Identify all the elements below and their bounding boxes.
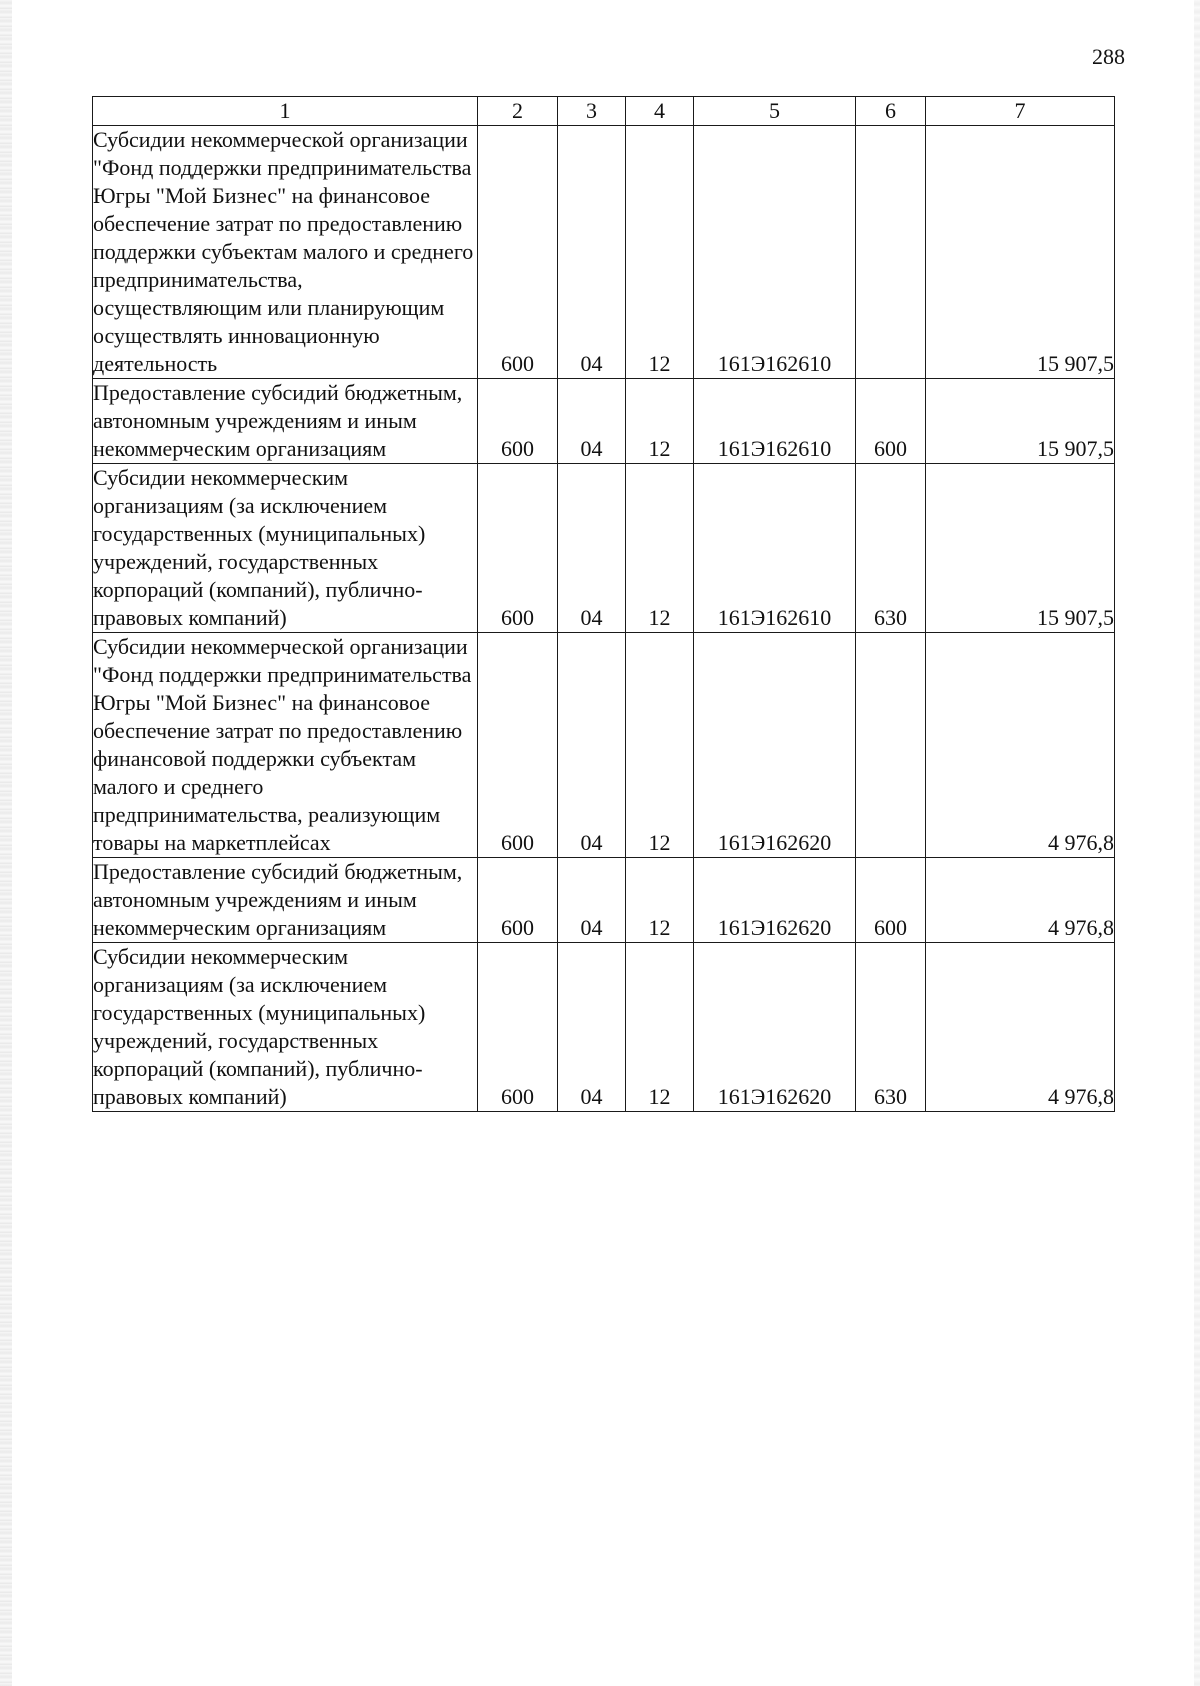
row-col-4: 12 [626, 943, 694, 1112]
row-col-4: 12 [626, 858, 694, 943]
budget-table [92, 96, 1115, 1112]
row-col-2: 600 [478, 464, 558, 633]
table-row [93, 633, 1115, 858]
row-amount: 15 907,5 [926, 126, 1115, 379]
table-row [93, 379, 1115, 464]
row-col-5: 161Э162610 [694, 464, 856, 633]
row-col-6: 630 [856, 943, 926, 1112]
row-name: Субсидии некоммерческой организации "Фонд поддержки предпринимательства Югры "Мой Бизнес" на финансовое обеспечение затрат по предоставлению поддержки субъектам малого и среднего предпринимательства, осуществляющим или планирующим осуществлять инновационную деятельность [93, 126, 478, 379]
table-row [93, 126, 1115, 379]
row-amount: 4 976,8 [926, 858, 1115, 943]
scan-edge-left [0, 0, 12, 1686]
row-col-6: 600 [856, 858, 926, 943]
row-col-3: 04 [558, 858, 626, 943]
row-col-3: 04 [558, 633, 626, 858]
row-col-5: 161Э162620 [694, 633, 856, 858]
header-row [93, 97, 1115, 126]
row-col-3: 04 [558, 943, 626, 1112]
header-col-4: 4 [626, 97, 694, 126]
row-col-6: 630 [856, 464, 926, 633]
row-name: Субсидии некоммерческим организациям (за исключением государственных (муниципальных) учреждений, государственных корпораций (компаний), публично-правовых компаний) [93, 943, 478, 1112]
header-col-3: 3 [558, 97, 626, 126]
row-amount: 4 976,8 [926, 633, 1115, 858]
table-row [93, 464, 1115, 633]
row-col-6 [856, 126, 926, 379]
header-col-5: 5 [694, 97, 856, 126]
row-col-5: 161Э162620 [694, 858, 856, 943]
row-name: Предоставление субсидий бюджетным, автономным учреждениям и иным некоммерческим организациям [93, 858, 478, 943]
row-col-4: 12 [626, 464, 694, 633]
row-col-6: 600 [856, 379, 926, 464]
row-col-2: 600 [478, 379, 558, 464]
row-col-4: 12 [626, 633, 694, 858]
row-col-5: 161Э162620 [694, 943, 856, 1112]
row-col-3: 04 [558, 379, 626, 464]
table-body [93, 126, 1115, 1112]
row-amount: 15 907,5 [926, 379, 1115, 464]
header-col-2: 2 [478, 97, 558, 126]
row-amount: 15 907,5 [926, 464, 1115, 633]
page-number: 288 [1092, 44, 1125, 69]
row-col-2: 600 [478, 943, 558, 1112]
scan-edge-right [1194, 0, 1200, 1686]
row-col-3: 04 [558, 126, 626, 379]
header-col-7: 7 [926, 97, 1115, 126]
header-col-6: 6 [856, 97, 926, 126]
row-amount: 4 976,8 [926, 943, 1115, 1112]
row-col-2: 600 [478, 126, 558, 379]
row-col-3: 04 [558, 464, 626, 633]
row-col-6 [856, 633, 926, 858]
row-name: Субсидии некоммерческой организации "Фонд поддержки предпринимательства Югры "Мой Бизнес" на финансовое обеспечение затрат по предоставлению финансовой поддержки субъектам малого и среднего предпринимательства, реализующим товары на маркетплейсах [93, 633, 478, 858]
row-col-4: 12 [626, 126, 694, 379]
table-row [93, 943, 1115, 1112]
row-col-5: 161Э162610 [694, 126, 856, 379]
header-col-1: 1 [93, 97, 478, 126]
row-name: Субсидии некоммерческим организациям (за исключением государственных (муниципальных) учреждений, государственных корпораций (компаний), публично-правовых компаний) [93, 464, 478, 633]
row-col-2: 600 [478, 633, 558, 858]
row-col-5: 161Э162610 [694, 379, 856, 464]
row-col-2: 600 [478, 858, 558, 943]
row-name: Предоставление субсидий бюджетным, автономным учреждениям и иным некоммерческим организациям [93, 379, 478, 464]
row-col-4: 12 [626, 379, 694, 464]
table-header [93, 97, 1115, 126]
table-row [93, 858, 1115, 943]
